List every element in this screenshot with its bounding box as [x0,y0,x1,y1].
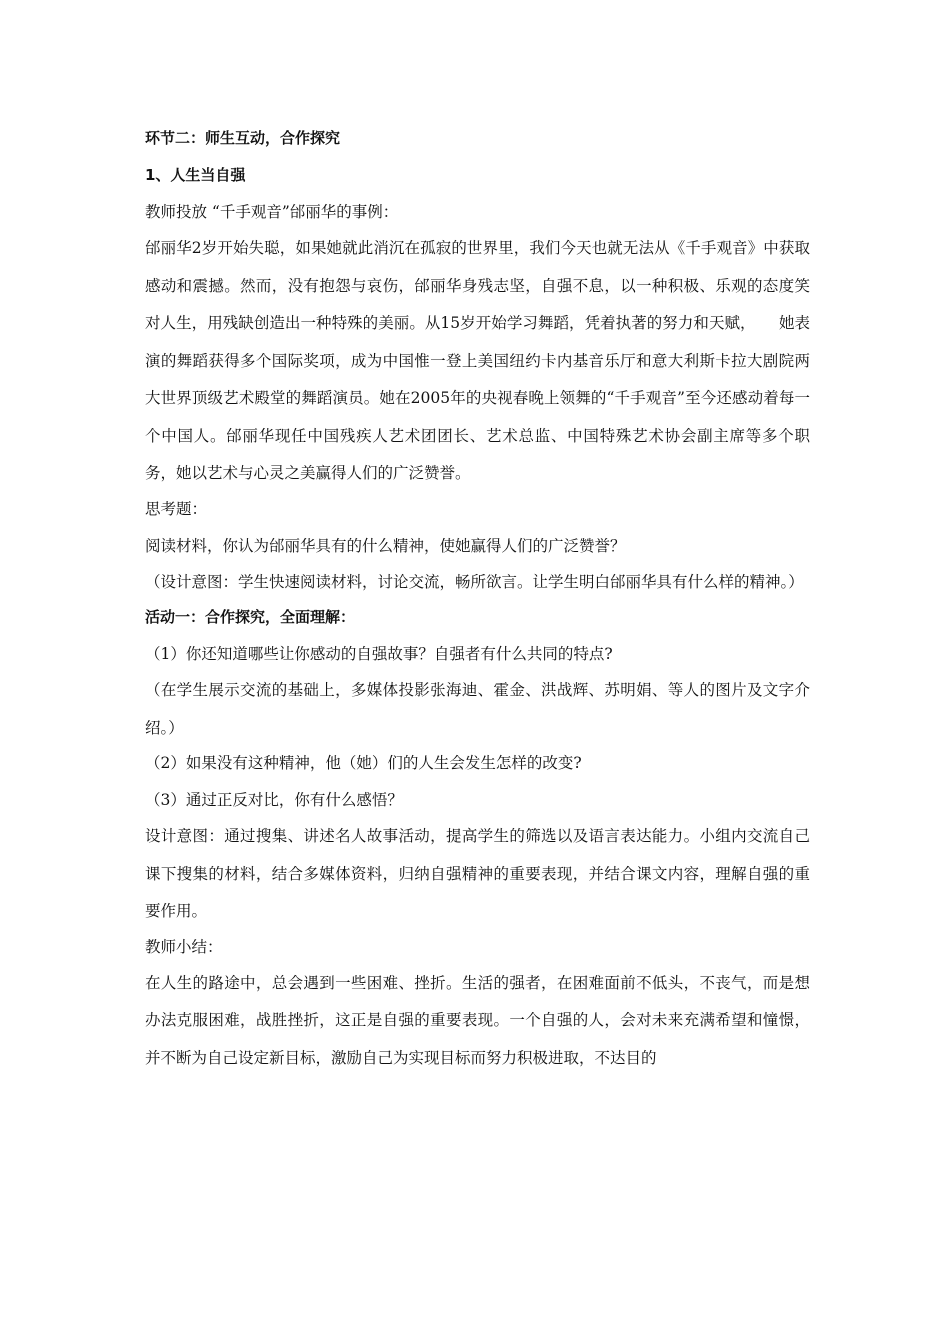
question-text: 阅读材料，你认为邰丽华具有的什么精神，使她赢得人们的广泛赞誉？ [145,536,626,555]
activity-question-3: （3）通过正反对比，你有什么感悟？ [145,791,403,809]
intro-line: 教师投放 “千手观音”邰丽华的事例： [145,203,399,221]
question-label: 思考题： [145,499,208,518]
activity-question-1: （1）你还知道哪些让你感动的自强故事？自强者有什么共同的特点? [145,645,613,663]
subsection-title: 1、人生当自强 [145,166,246,184]
summary-label: 教师小结： [145,937,223,956]
summary-text: 在人生的路途中，总会遇到一些困难、挫折。生活的强者，在困难面前不低头，不丧气，而是想办法克服困难，战胜挫折，这正是自强的重要表现。一个自强的人，会对未来充满希望和憧憬，并不断为自己设定新目标，激励自己为实现目标而努力积极进取，不达目的 [145,973,810,1067]
story-paragraph: 邰丽华2岁开始失聪，如果她就此消沉在孤寂的世界里，我们今天也就无法从《千手观音》中获取感动和震撼。然而，没有抱怨与哀伤，邰丽华身残志坚，自强不息，以一种积极、乐观的态度笑对人生，用残缺创造出一种特殊的美丽。从15岁开始学习舞蹈，凭着执著的努力和天赋， 她表演的舞蹈获得多个国际奖项，成为中国惟一登上美国纽约卡内基音乐厅和意大利斯卡拉大剧院两大世界顶级艺术殿堂的舞蹈演员。她在2005年的央视春晚上领舞的“千手观音”至今还感动着每一个中国人。邰丽华现任中国残疾人艺术团团长、艺术总监、中国特殊艺术协会副主席等多个职务，她以艺术与心灵之美赢得人们的广泛赞誉。 [145,239,810,482]
design-intent-1: （设计意图：学生快速阅读材料，讨论交流，畅所欲言。让学生明白邰丽华具有什么样的精神。） [145,572,804,591]
document-page [145,118,810,1077]
activity-note: （在学生展示交流的基础上，多媒体投影张海迪、霍金、洪战辉、苏明娟、等人的图片及文字介绍。） [145,681,810,737]
activity-title: 活动一：合作探究，全面理解： [145,608,356,626]
activity-question-2: （2）如果没有这种精神，他（她）们的人生会发生怎样的改变? [145,754,582,772]
design-intent-2: 设计意图：通过搜集、讲述名人故事活动，提高学生的筛选以及语言表达能力。小组内交流自己课下搜集的材料，结合多媒体资料，归纳自强精神的重要表现，并结合课文内容，理解自强的重要作用。 [145,827,810,920]
section-title: 环节二：师生互动，合作探究 [145,129,341,147]
